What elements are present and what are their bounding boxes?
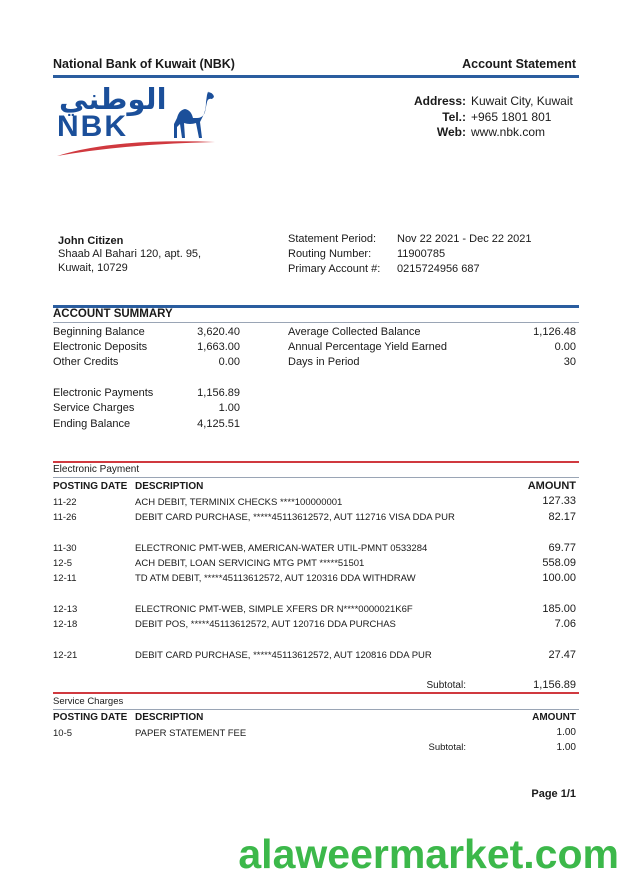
tel-value: +965 1801 801 bbox=[471, 110, 552, 124]
account-summary-title: ACCOUNT SUMMARY bbox=[53, 308, 173, 320]
row-description: PAPER STATEMENT FEE bbox=[135, 728, 247, 739]
row-amount: 185.00 bbox=[542, 603, 576, 615]
payments-title-divider bbox=[53, 477, 579, 478]
summary-title-divider bbox=[53, 322, 579, 323]
summary-value: 1,156.89 bbox=[197, 387, 240, 399]
summary-label: Ending Balance bbox=[53, 418, 131, 430]
row-description: TD ATM DEBIT, *****45113612572, AUT 120316 DDA WITHDRAW bbox=[135, 573, 416, 584]
statement-period-value: Nov 22 2021 - Dec 22 2021 bbox=[397, 233, 532, 245]
row-description: DEBIT CARD PURCHASE, *****45113612572, AUT 112716 VISA DDA PUR bbox=[135, 512, 455, 523]
document-title: Account Statement bbox=[462, 57, 576, 71]
row-date: 12-21 bbox=[53, 650, 78, 661]
summary-label: Electronic Deposits bbox=[53, 341, 148, 353]
summary-label: Days in Period bbox=[288, 356, 360, 368]
summary-label: Other Credits bbox=[53, 356, 119, 368]
primary-account-label: Primary Account #: bbox=[288, 263, 381, 275]
row-description: ACH DEBIT, TERMINIX CHECKS ****100000001 bbox=[135, 497, 343, 508]
summary-value: 0.00 bbox=[218, 356, 240, 368]
camel-icon bbox=[163, 88, 219, 140]
col-amount: AMOUNT bbox=[532, 712, 576, 723]
service-divider bbox=[53, 692, 579, 694]
row-amount: 558.09 bbox=[542, 557, 576, 569]
summary-label: Service Charges bbox=[53, 402, 135, 414]
row-date: 11-22 bbox=[53, 497, 77, 508]
service-subtotal-label: Subtotal: bbox=[428, 742, 466, 753]
summary-value: 3,620.40 bbox=[197, 326, 240, 338]
payments-subtotal-label: Subtotal: bbox=[426, 680, 466, 691]
payments-section-title: Electronic Payment bbox=[53, 464, 140, 475]
customer-address-line1: Shaab Al Bahari 120, apt. 95, bbox=[58, 248, 202, 260]
row-description: ELECTRONIC PMT-WEB, SIMPLE XFERS DR N****0000021K6F bbox=[135, 604, 413, 615]
customer-name: John Citizen bbox=[58, 235, 124, 247]
service-title-divider bbox=[53, 709, 579, 710]
row-date: 12-5 bbox=[53, 558, 73, 569]
summary-value: 0.00 bbox=[554, 341, 576, 353]
row-date: 11-26 bbox=[53, 512, 77, 523]
nbk-logo bbox=[55, 82, 225, 162]
web-label: Web: bbox=[436, 125, 466, 139]
row-amount: 82.17 bbox=[548, 511, 576, 523]
payments-subtotal-value: 1,156.89 bbox=[533, 679, 576, 691]
summary-label: Electronic Payments bbox=[53, 387, 154, 399]
row-description: ELECTRONIC PMT-WEB, AMERICAN-WATER UTIL-PMNT 0533284 bbox=[135, 543, 428, 554]
row-description: DEBIT CARD PURCHASE, *****45113612572, AUT 120816 DDA PUR bbox=[135, 650, 432, 661]
address-value: Kuwait City, Kuwait bbox=[471, 94, 573, 108]
watermark-text: alaweermarket.com bbox=[238, 831, 619, 877]
service-section-title: Service Charges bbox=[53, 696, 124, 707]
payments-divider bbox=[53, 461, 579, 463]
summary-value: 4,125.51 bbox=[197, 418, 240, 430]
summary-label: Average Collected Balance bbox=[288, 326, 421, 338]
service-subtotal-value: 1.00 bbox=[556, 742, 576, 753]
col-amount: AMOUNT bbox=[527, 480, 576, 492]
routing-number-label: Routing Number: bbox=[288, 248, 372, 260]
row-date: 11-30 bbox=[53, 543, 77, 554]
col-posting-date: POSTING DATE bbox=[53, 481, 128, 492]
row-amount: 127.33 bbox=[542, 495, 576, 507]
col-posting-date: POSTING DATE bbox=[53, 712, 128, 723]
row-date: 12-11 bbox=[53, 573, 77, 584]
row-date: 12-18 bbox=[53, 619, 78, 630]
address-label: Address: bbox=[413, 94, 466, 108]
row-date: 10-5 bbox=[53, 728, 73, 739]
summary-value: 1,663.00 bbox=[197, 341, 240, 353]
logo-swoosh bbox=[55, 136, 220, 158]
summary-value: 1.00 bbox=[218, 402, 240, 414]
row-amount: 7.06 bbox=[554, 618, 576, 630]
logo-latin-text: NBK bbox=[57, 110, 128, 143]
bank-name: National Bank of Kuwait (NBK) bbox=[53, 57, 235, 71]
summary-label: Annual Percentage Yield Earned bbox=[288, 341, 448, 353]
row-amount: 27.47 bbox=[548, 649, 576, 661]
logo-arabic-text: الوطني bbox=[59, 82, 167, 116]
web-value: www.nbk.com bbox=[471, 125, 546, 139]
col-description: DESCRIPTION bbox=[135, 712, 204, 723]
row-description: DEBIT POS, *****45113612572, AUT 120716 DDA PURCHAS bbox=[135, 619, 396, 630]
row-description: ACH DEBIT, LOAN SERVICING MTG PMT *****51501 bbox=[135, 558, 365, 569]
primary-account-value: 0215724956 687 bbox=[397, 263, 480, 275]
col-description: DESCRIPTION bbox=[135, 481, 204, 492]
row-amount: 100.00 bbox=[542, 572, 576, 584]
customer-address-line2: Kuwait, 10729 bbox=[58, 262, 128, 274]
page-number: Page 1/1 bbox=[531, 788, 576, 800]
summary-label: Beginning Balance bbox=[53, 326, 145, 338]
row-amount: 1.00 bbox=[556, 727, 576, 738]
routing-number-value: 11900785 bbox=[397, 248, 446, 260]
statement-period-label: Statement Period: bbox=[288, 233, 377, 245]
row-date: 12-13 bbox=[53, 604, 78, 615]
header-divider bbox=[53, 75, 579, 78]
tel-label: Tel.: bbox=[442, 110, 466, 124]
summary-value: 30 bbox=[563, 356, 576, 368]
summary-value: 1,126.48 bbox=[533, 326, 576, 338]
row-amount: 69.77 bbox=[548, 542, 576, 554]
